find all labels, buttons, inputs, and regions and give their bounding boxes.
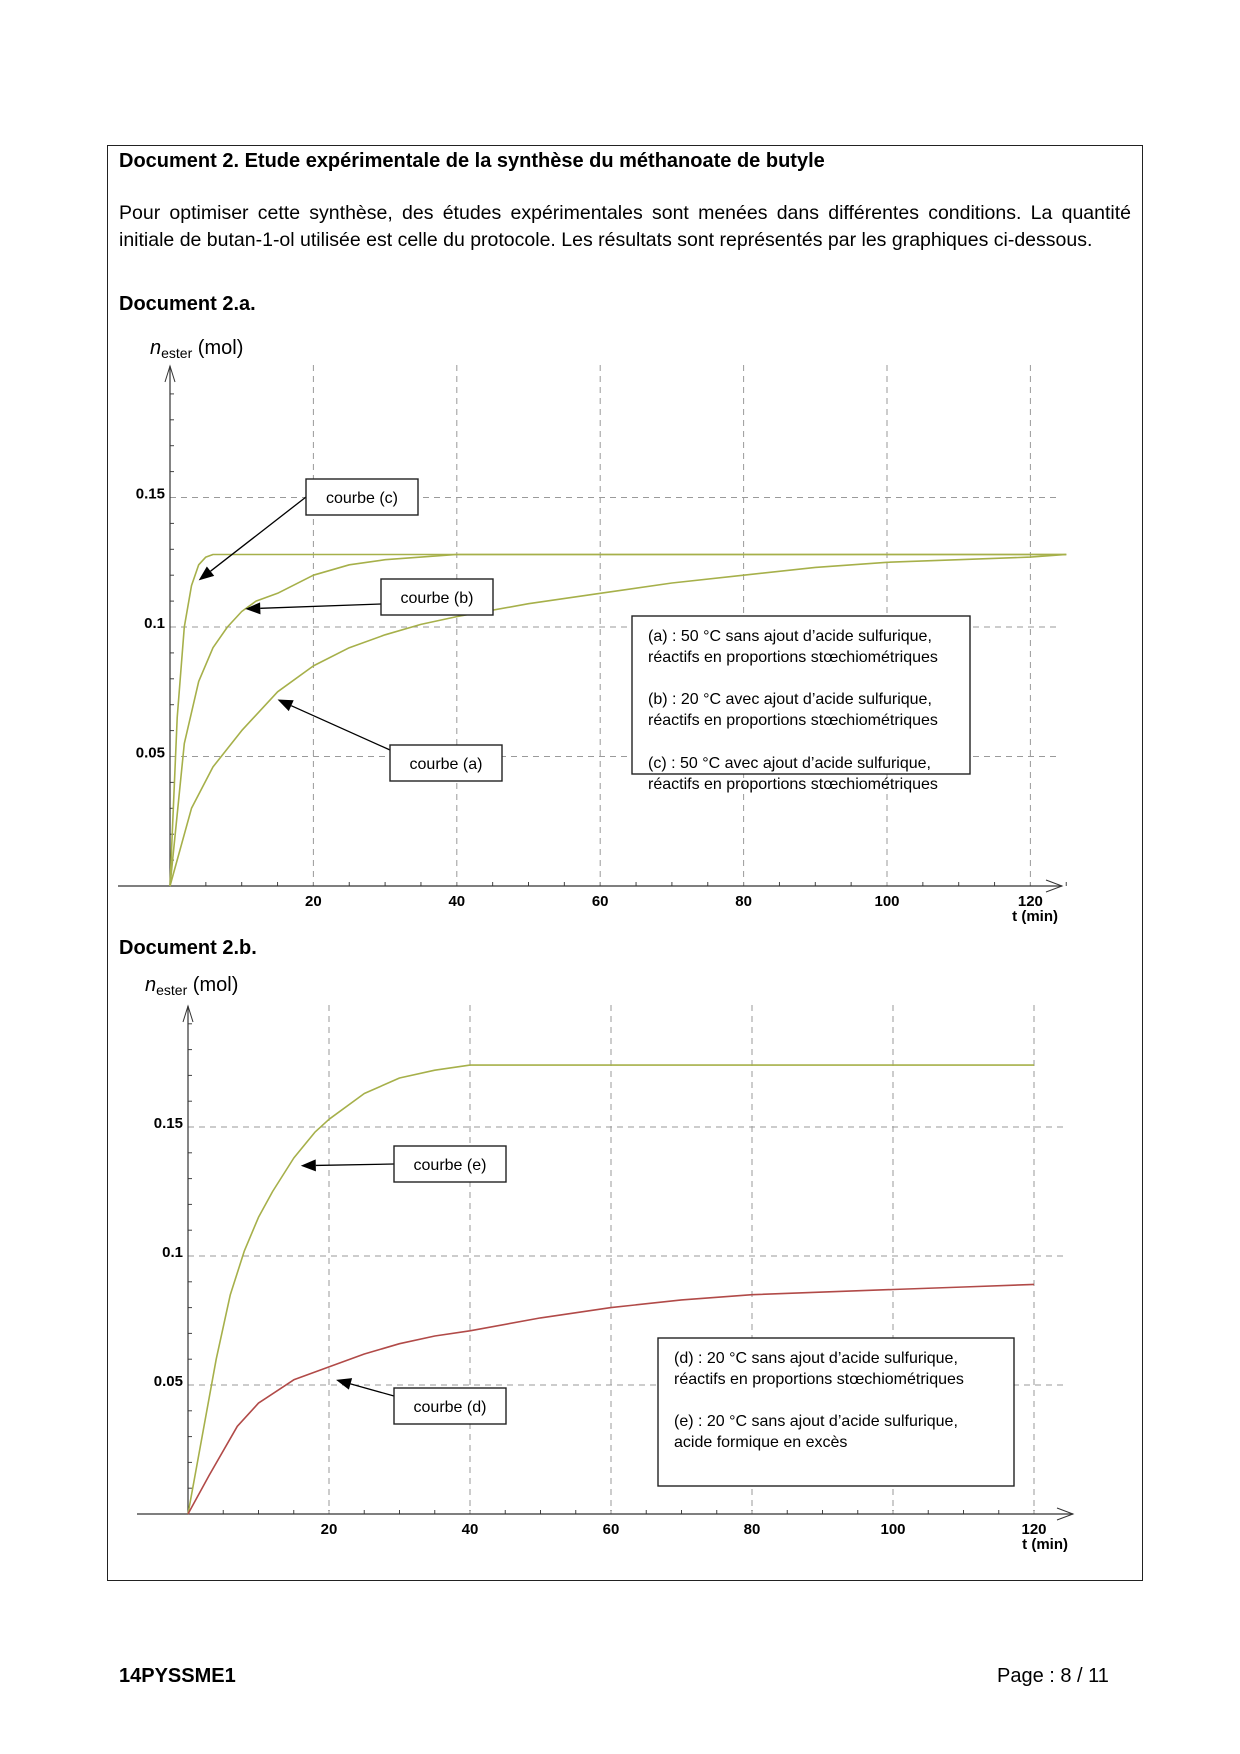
footer-code: 14PYSSME1 xyxy=(119,1665,236,1687)
x-tick-label: 40 xyxy=(461,1521,479,1538)
x-tick-label: 100 xyxy=(880,1521,906,1538)
legend-line: (c) : 50 °C avec ajout d’acide sulfurique, xyxy=(648,755,931,772)
x-tick-label: 120 xyxy=(1017,893,1043,910)
callout-arrow-line xyxy=(260,604,381,608)
x-tick-label: 100 xyxy=(874,893,900,910)
legend-line: (e) : 20 °C sans ajout d’acide sulfurique, xyxy=(674,1413,958,1430)
legend-line: (d) : 20 °C sans ajout d’acide sulfurique, xyxy=(674,1350,958,1367)
document-intro: Pour optimiser cette synthèse, des études expérimentales sont menées dans différentes conditions. La quantité initiale de butan-1-ol utilisée est celle du protocole. Les résultats sont représentés par les graphiques ci-dessous. xyxy=(119,202,1131,251)
legend-line: réactifs en proportions stœchiométriques xyxy=(648,712,938,729)
y-tick-label: 0.1 xyxy=(162,1244,183,1261)
x-tick-label: 20 xyxy=(320,1521,338,1538)
chart-a xyxy=(0,330,1240,935)
callout-label: courbe (d) xyxy=(413,1399,487,1416)
legend-line: acide formique en excès xyxy=(674,1434,848,1451)
callout-arrowhead xyxy=(301,1159,316,1171)
x-tick-label: 80 xyxy=(743,1521,761,1538)
callout-label: courbe (b) xyxy=(400,590,474,607)
callout-arrow-line xyxy=(291,706,390,750)
legend-line: réactifs en proportions stœchiométriques xyxy=(648,649,938,666)
y-tick-label: 0.15 xyxy=(153,1115,183,1132)
y-tick-label: 0.15 xyxy=(135,485,165,503)
document-title: Document 2. Etude expérimentale de la synthèse du méthanoate de butyle xyxy=(119,150,825,172)
footer-page-number: Page : 8 / 11 xyxy=(997,1665,1109,1687)
callout-arrow-line xyxy=(350,1384,394,1396)
y-axis-label: $n_{ester}$ (mol) xyxy=(150,337,244,361)
y-tick-label: 0.1 xyxy=(144,615,165,632)
y-tick-label: 0.05 xyxy=(135,744,165,762)
chart-a-title: Document 2.a. xyxy=(119,293,256,315)
legend-line: réactifs en proportions stœchiométriques xyxy=(648,776,938,793)
x-tick-label: 60 xyxy=(591,893,609,910)
legend-line: (b) : 20 °C avec ajout d’acide sulfurique, xyxy=(648,691,932,708)
callout-arrow-line xyxy=(211,497,306,571)
x-tick-label: 40 xyxy=(448,893,466,910)
legend-line: (a) : 50 °C sans ajout d’acide sulfurique, xyxy=(648,628,932,645)
legend-line: réactifs en proportions stœchiométriques xyxy=(674,1371,964,1388)
x-axis-label: t (min) xyxy=(1022,1536,1068,1553)
callout-label: courbe (c) xyxy=(325,490,399,507)
callout-label: courbe (e) xyxy=(413,1157,487,1174)
x-axis-label: t (min) xyxy=(1012,908,1058,925)
callout-label: courbe (a) xyxy=(409,756,483,773)
x-tick-label: 20 xyxy=(305,893,322,910)
callout-arrow-line xyxy=(316,1164,394,1165)
x-tick-label: 120 xyxy=(1021,1521,1047,1538)
chart-b xyxy=(0,970,1240,1575)
x-tick-label: 80 xyxy=(735,893,752,910)
callout-arrowhead xyxy=(278,700,294,712)
x-tick-label: 60 xyxy=(602,1521,620,1538)
y-tick-label: 0.05 xyxy=(153,1373,183,1390)
y-axis-label: $n_{ester}$ (mol) xyxy=(145,974,239,998)
callout-arrowhead xyxy=(336,1378,352,1390)
callout-arrowhead xyxy=(199,566,215,580)
chart-b-title: Document 2.b. xyxy=(119,937,257,959)
